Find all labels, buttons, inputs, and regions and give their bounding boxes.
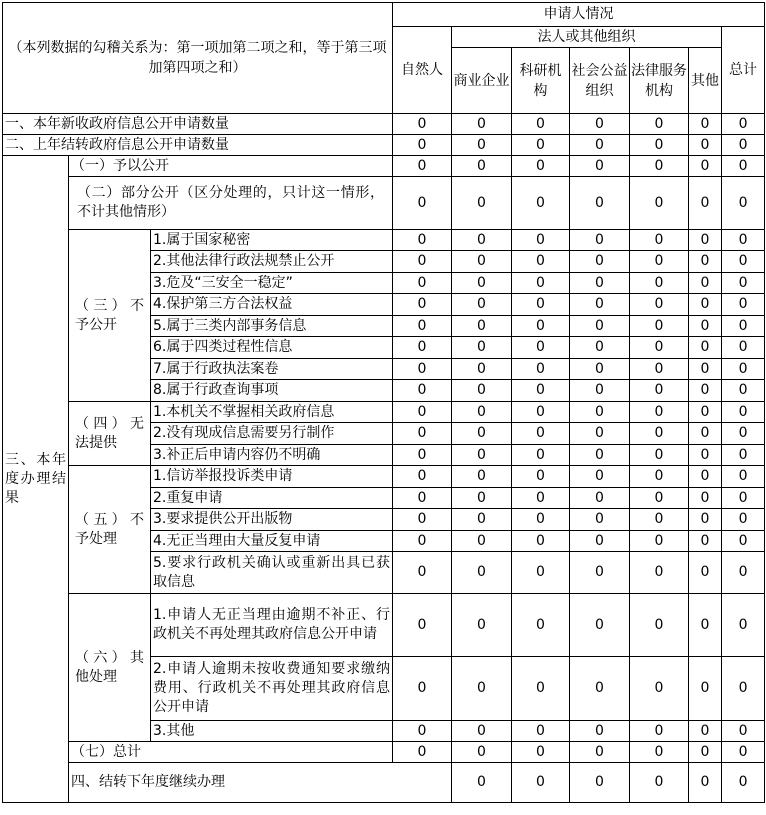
cell-value: 0 (452, 251, 512, 273)
cell-value: 0 (630, 380, 689, 402)
row-label: 2.其他法律行政法规禁止公开 (151, 251, 393, 273)
row-label: 2.没有现成信息需要另行制作 (151, 423, 393, 445)
cell-value: 0 (452, 402, 512, 423)
table-row (3, 177, 765, 230)
cell-value: 0 (512, 359, 570, 380)
cell-value: 0 (722, 177, 765, 230)
table-row (3, 594, 765, 657)
cell-value: 0 (452, 294, 512, 316)
cell-value: 0 (512, 445, 570, 466)
cell-value: 0 (512, 742, 570, 763)
cell-value: 0 (512, 657, 570, 721)
row-label: 1.属于国家秘密 (151, 230, 393, 251)
cell-value: 0 (393, 488, 452, 509)
cell-value: 0 (722, 251, 765, 273)
row-label: 3.要求提供公开出版物 (151, 509, 393, 531)
group-label: （六）其他处理 (69, 594, 151, 742)
row-label: （二）部分公开（区分处理的，只计这一情形，不计其他情形） (69, 177, 393, 230)
cell-value: 0 (512, 466, 570, 488)
cell-value: 0 (570, 316, 630, 337)
cell-value: 0 (722, 657, 765, 721)
cell-value: 0 (452, 230, 512, 251)
cell-value: 0 (512, 135, 570, 156)
cell-value: 0 (570, 445, 630, 466)
cell-value: 0 (722, 721, 765, 742)
col-total: 总计 (722, 27, 765, 114)
cell-value: 0 (689, 488, 722, 509)
group-label: （四）无法提供 (69, 402, 151, 466)
cell-value: 0 (630, 156, 689, 177)
cell-value: 0 (393, 177, 452, 230)
table-row (3, 230, 765, 251)
cell-value: 0 (452, 156, 512, 177)
table-row (3, 156, 765, 177)
cell-value: 0 (512, 273, 570, 294)
cell-value: 0 (570, 509, 630, 531)
cell-value: 0 (512, 156, 570, 177)
cell-value: 0 (512, 251, 570, 273)
cell-value: 0 (570, 156, 630, 177)
cell-value: 0 (570, 135, 630, 156)
col-business: 商业企业 (452, 48, 512, 114)
cell-value: 0 (393, 531, 452, 552)
group-label: （三）不予公开 (69, 230, 151, 402)
cell-value: 0 (452, 488, 512, 509)
cell-value: 0 (393, 657, 452, 721)
cell-value: 0 (512, 509, 570, 531)
cell-value: 0 (689, 177, 722, 230)
cell-value: 0 (452, 114, 512, 135)
header-note: （本列数据的勾稽关系为：第一项加第二项之和，等于第三项加第四项之和） (3, 3, 393, 114)
row-label: 7.属于行政执法案卷 (151, 359, 393, 380)
cell-value: 0 (570, 657, 630, 721)
cell-value: 0 (452, 552, 512, 594)
cell-value: 0 (722, 156, 765, 177)
cell-value: 0 (630, 230, 689, 251)
cell-value: 0 (512, 402, 570, 423)
cell-value: 0 (722, 594, 765, 657)
row-label: （一）予以公开 (69, 156, 393, 177)
cell-value: 0 (722, 423, 765, 445)
cell-value: 0 (689, 273, 722, 294)
row-label: 4.无正当理由大量反复申请 (151, 531, 393, 552)
cell-value: 0 (452, 423, 512, 445)
cell-value: 0 (630, 294, 689, 316)
cell-value: 0 (393, 135, 452, 156)
cell-value: 0 (452, 177, 512, 230)
cell-value: 0 (630, 552, 689, 594)
cell-value: 0 (452, 445, 512, 466)
cell-value: 0 (722, 273, 765, 294)
cell-value: 0 (630, 402, 689, 423)
cell-value: 0 (689, 531, 722, 552)
cell-value: 0 (512, 230, 570, 251)
group-label: （五）不予处理 (69, 466, 151, 594)
cell-value: 0 (570, 273, 630, 294)
cell-value: 0 (722, 294, 765, 316)
cell-value: 0 (570, 380, 630, 402)
cell-value: 0 (452, 337, 512, 359)
cell-value: 0 (452, 316, 512, 337)
cell-value: 0 (689, 423, 722, 445)
cell-value: 0 (512, 114, 570, 135)
cell-value: 0 (689, 657, 722, 721)
cell-value: 0 (393, 423, 452, 445)
cell-value: 0 (722, 135, 765, 156)
row-label: （七）总计 (69, 742, 393, 763)
cell-value: 0 (689, 316, 722, 337)
cell-value: 0 (512, 177, 570, 230)
cell-value: 0 (452, 721, 512, 742)
cell-value: 0 (393, 294, 452, 316)
cell-value: 0 (722, 316, 765, 337)
cell-value: 0 (570, 721, 630, 742)
row-label: 2.重复申请 (151, 488, 393, 509)
cell-value: 0 (512, 531, 570, 552)
col-natural-person: 自然人 (393, 27, 452, 114)
cell-value: 0 (452, 466, 512, 488)
cell-value: 0 (393, 742, 452, 763)
cell-value: 0 (452, 531, 512, 552)
cell-value: 0 (630, 135, 689, 156)
cell-value: 0 (630, 594, 689, 657)
cell-value: 0 (452, 359, 512, 380)
cell-value: 0 (630, 445, 689, 466)
cell-value: 0 (512, 423, 570, 445)
row-label: 3.危及“三安全一稳定” (151, 273, 393, 294)
cell-value: 0 (722, 114, 765, 135)
cell-value: 0 (630, 273, 689, 294)
cell-value: 0 (512, 552, 570, 594)
cell-value: 0 (689, 402, 722, 423)
cell-value: 0 (393, 156, 452, 177)
cell-value: 0 (630, 337, 689, 359)
cell-value: 0 (722, 445, 765, 466)
cell-value: 0 (689, 359, 722, 380)
cell-value: 0 (570, 251, 630, 273)
row-label: 二、上年结转政府信息公开申请数量 (3, 135, 393, 156)
cell-value: 0 (452, 509, 512, 531)
cell-value: 0 (393, 230, 452, 251)
cell-value: 0 (630, 114, 689, 135)
cell-value: 0 (722, 509, 765, 531)
cell-value: 0 (393, 509, 452, 531)
cell-value: 0 (722, 402, 765, 423)
cell-value: 0 (630, 423, 689, 445)
cell-value: 0 (630, 359, 689, 380)
cell-value: 0 (689, 445, 722, 466)
cell-value: 0 (512, 594, 570, 657)
cell-value: 0 (512, 380, 570, 402)
cell-value: 0 (630, 466, 689, 488)
cell-value: 0 (570, 337, 630, 359)
cell-value: 0 (689, 466, 722, 488)
row-label: 1.信访举报投诉类申请 (151, 466, 393, 488)
cell-value: 0 (630, 531, 689, 552)
cell-value: 0 (570, 594, 630, 657)
cell-value: 0 (689, 294, 722, 316)
cell-value: 0 (393, 380, 452, 402)
cell-value: 0 (689, 230, 722, 251)
cell-value: 0 (689, 251, 722, 273)
cell-value: 0 (570, 177, 630, 230)
row-label: 3.其他 (151, 721, 393, 742)
cell-value: 0 (689, 552, 722, 594)
cell-value: 0 (570, 294, 630, 316)
cell-value: 0 (512, 488, 570, 509)
header-applicant: 申请人情况 (393, 3, 765, 27)
cell-value: 0 (630, 742, 689, 763)
row-label: 5.属于三类内部事务信息 (151, 316, 393, 337)
cell-value: 0 (570, 531, 630, 552)
col-research: 科研机构 (512, 48, 570, 114)
row-label: 3.补正后申请内容仍不明确 (151, 445, 393, 466)
cell-value: 0 (689, 763, 722, 803)
table-row (3, 135, 765, 156)
cell-value: 0 (722, 763, 765, 803)
row-label: 2.申请人逾期未按收费通知要求缴纳费用、行政机关不再处理其政府信息公开申请 (151, 657, 393, 721)
cell-value: 0 (452, 594, 512, 657)
col-legal-service: 法律服务机构 (630, 48, 689, 114)
cell-value: 0 (393, 402, 452, 423)
cell-value: 0 (512, 337, 570, 359)
section-3-label: 三、本年度办理结果 (3, 156, 69, 803)
cell-value: 0 (452, 657, 512, 721)
cell-value: 0 (630, 509, 689, 531)
col-public-welfare: 社会公益组织 (570, 48, 630, 114)
cell-value: 0 (630, 488, 689, 509)
cell-value: 0 (630, 721, 689, 742)
cell-value: 0 (689, 742, 722, 763)
cell-value: 0 (393, 316, 452, 337)
cell-value: 0 (570, 114, 630, 135)
cell-value: 0 (722, 552, 765, 594)
cell-value: 0 (722, 359, 765, 380)
cell-value: 0 (689, 721, 722, 742)
cell-value: 0 (393, 273, 452, 294)
cell-value: 0 (393, 251, 452, 273)
cell-value: 0 (570, 488, 630, 509)
row-label: 4.保护第三方合法权益 (151, 294, 393, 316)
cell-value: 0 (722, 337, 765, 359)
cell-value: 0 (722, 380, 765, 402)
cell-value: 0 (689, 114, 722, 135)
cell-value: 0 (512, 316, 570, 337)
cell-value: 0 (689, 594, 722, 657)
cell-value: 0 (393, 721, 452, 742)
col-other: 其他 (689, 48, 722, 114)
table-row (3, 114, 765, 135)
cell-value: 0 (689, 380, 722, 402)
cell-value: 0 (630, 177, 689, 230)
cell-value: 0 (512, 721, 570, 742)
cell-value: 0 (630, 251, 689, 273)
row-label: 6.属于四类过程性信息 (151, 337, 393, 359)
cell-value: 0 (570, 552, 630, 594)
cell-value: 0 (689, 509, 722, 531)
cell-value: 0 (689, 156, 722, 177)
cell-value: 0 (722, 230, 765, 251)
cell-value: 0 (393, 552, 452, 594)
cell-value: 0 (722, 531, 765, 552)
cell-value: 0 (722, 742, 765, 763)
cell-value: 0 (630, 763, 689, 803)
cell-value: 0 (570, 763, 630, 803)
table-row (3, 402, 765, 423)
disclosure-table (2, 2, 765, 803)
cell-value: 0 (570, 402, 630, 423)
cell-value: 0 (452, 763, 512, 803)
table-row (3, 466, 765, 488)
cell-value: 0 (512, 294, 570, 316)
header-legal-group: 法人或其他组织 (452, 27, 722, 48)
cell-value: 0 (393, 594, 452, 657)
cell-value: 0 (452, 135, 512, 156)
cell-value: 0 (570, 359, 630, 380)
cell-value: 0 (570, 423, 630, 445)
cell-value: 0 (570, 230, 630, 251)
cell-value: 0 (570, 466, 630, 488)
cell-value: 0 (393, 359, 452, 380)
row-label: 四、结转下年度继续办理 (69, 763, 452, 803)
cell-value: 0 (570, 742, 630, 763)
cell-value: 0 (722, 466, 765, 488)
cell-value: 0 (689, 135, 722, 156)
cell-value: 0 (452, 380, 512, 402)
cell-value: 0 (630, 316, 689, 337)
cell-value: 0 (512, 763, 570, 803)
row-label: 8.属于行政查询事项 (151, 380, 393, 402)
cell-value: 0 (393, 337, 452, 359)
table-row (3, 742, 765, 763)
cell-value: 0 (393, 114, 452, 135)
row-label: 一、本年新收政府信息公开申请数量 (3, 114, 393, 135)
cell-value: 0 (689, 337, 722, 359)
cell-value: 0 (630, 657, 689, 721)
cell-value: 0 (452, 273, 512, 294)
table-row (3, 763, 765, 803)
cell-value: 0 (393, 466, 452, 488)
row-label: 1.申请人无正当理由逾期不补正、行政机关不再处理其政府信息公开申请 (151, 594, 393, 657)
row-label: 5.要求行政机关确认或重新出具已获取信息 (151, 552, 393, 594)
cell-value: 0 (393, 445, 452, 466)
row-label: 1.本机关不掌握相关政府信息 (151, 402, 393, 423)
cell-value: 0 (452, 742, 512, 763)
cell-value: 0 (722, 488, 765, 509)
